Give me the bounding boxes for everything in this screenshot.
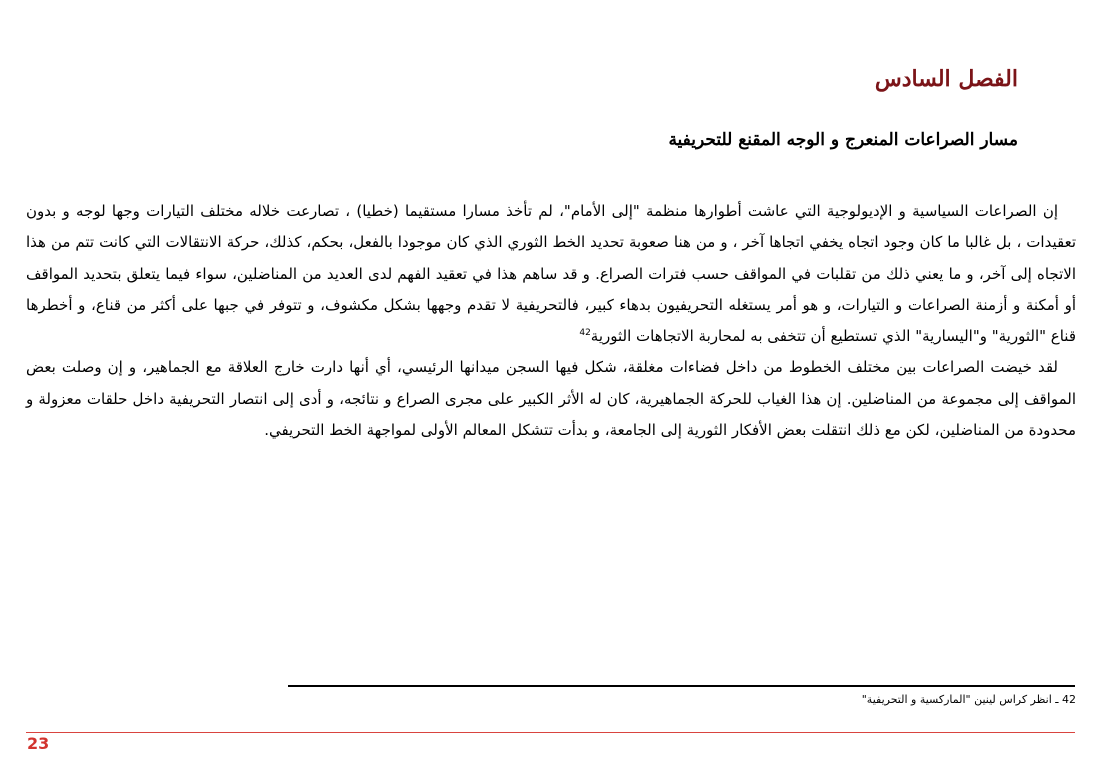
page-footer-divider [26, 732, 1075, 733]
footnote-divider [288, 685, 1075, 687]
paragraph-2 [26, 352, 1076, 446]
chapter-title: الفصل السادس [874, 66, 1018, 92]
footnote-ref[interactable]: 42 [579, 328, 591, 339]
paragraph-1 [26, 196, 1076, 352]
paragraph-2-text: لقد خيضت الصراعات بين مختلف الخطوط من داخل فضاءات مغلقة، شكل فيها السجن ميدانها الرئيسي، أي أنها دارت خارج العلاقة مع الجماهير، و إن وصلت بعض المواقف إلى مجموعة من المناضلين. إن هذا الغياب للحركة الجماهيرية، كان له الأثر الكبير على مجرى الصراع و نتائجه، و أدى إلى انتصار التحريفية داخل حلقات معزولة و محدودة من المناضلين، لكن مع ذلك انتقلت بعض الأفكار الثورية إلى الجامعة، و بدأت تتشكل المعالم الأولى لمواجهة الخط التحريفي. [26, 358, 1076, 440]
footnote: 42 ـ انظر كراس لينين "الماركسية و التحريفية" [861, 693, 1076, 706]
body-text [26, 196, 1076, 446]
paragraph-1-text: إن الصراعات السياسية و الإديولوجية التي عاشت أطوارها منظمة "إلى الأمام"، لم تأخذ مسارا مستقيما (خطيا) ، تصارعت خلاله مختلف التيارات وجها لوجه و بدون تعقيدات ، بل غالبا ما كان وجود اتجاه يخفي اتجاها آخر ، و من هنا صعوبة تحديد الخط الثوري الذي كان موجودا بالفعل، بحكم، كذلك، حركة الانتقالات التي كانت تتم من هذا الاتجاه إلى آخر، و ما يعني ذلك من تقلبات في المواقف حسب فترات الصراع. و قد ساهم هذا في تعقيد الفهم لدى العديد من المناضلين، سواء فيما يتعلق بتحديد المواقف أو أمكنة و أزمنة الصراعات و التيارات، و هو أمر يستغله التحريفيون بدهاء كبير، فالتحريفية لا تقدم وجهها بشكل مكشوف، و تتوفر في جبها على أكثر من قناع، و أخطرها قناع "الثورية" و"اليسارية" الذي تستطيع أن تتخفى به لمحاربة الاتجاهات الثورية [26, 202, 1076, 346]
section-title: مسار الصراعات المنعرج و الوجه المقنع للتحريفية [668, 130, 1018, 150]
page-number: 23 [27, 734, 50, 753]
